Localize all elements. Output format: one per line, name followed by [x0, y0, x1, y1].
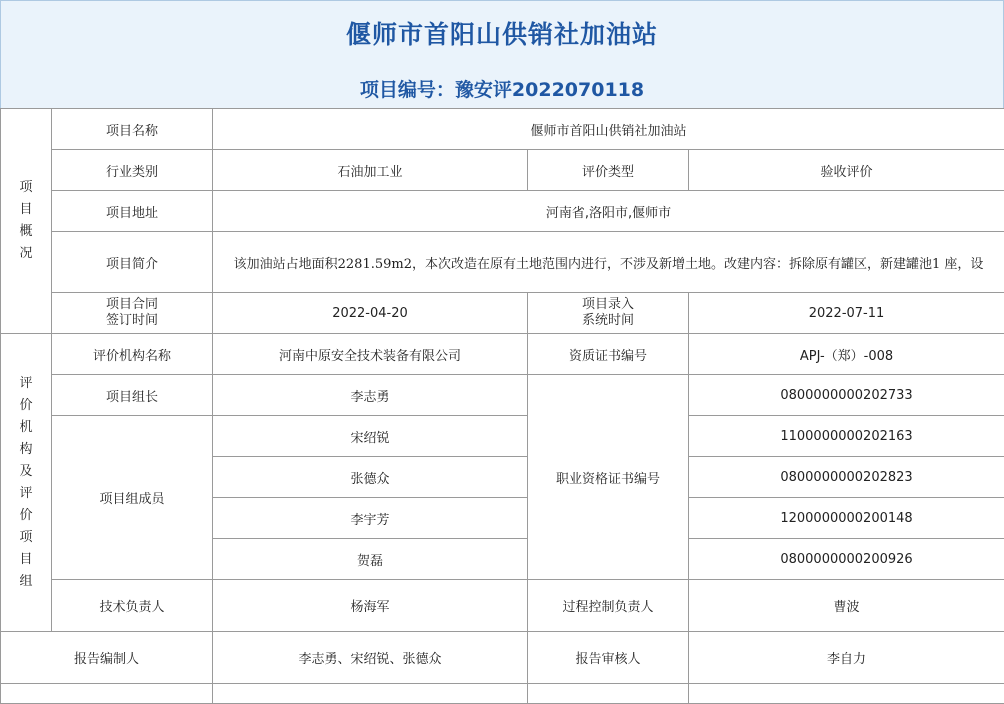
table-row — [1, 580, 1004, 632]
page-title: 偃师市首阳山供销社加油站 — [1, 15, 1003, 51]
member-name: 张德众 — [213, 457, 528, 498]
address-label: 项目地址 — [52, 191, 213, 232]
leader-name: 李志勇 — [213, 375, 528, 416]
empty-cell — [213, 684, 528, 704]
member-cert: 1100000000202163 — [689, 416, 1004, 457]
org-name-value: 河南中原安全技术装备有限公司 — [213, 334, 528, 375]
section-overview: 项目概况 — [1, 109, 52, 334]
table-row — [1, 191, 1004, 232]
member-name: 贺磊 — [213, 539, 528, 580]
entry-date-value: 2022-07-11 — [689, 293, 1004, 334]
process-label: 过程控制负责人 — [528, 580, 689, 632]
contract-date-label: 项目合同 签订时间 — [52, 293, 213, 334]
author-value: 李志勇、宋绍锐、张德众 — [213, 632, 528, 684]
member-cert: 1200000000200148 — [689, 498, 1004, 539]
intro-value: 该加油站占地面积2281.59m2，本次改造在原有土地范围内进行，不涉及新增土地。改建内容：拆除原有罐区，新建罐池1 座，设 — [213, 232, 1004, 293]
section-org: 评价机构及评价项目组 — [1, 334, 52, 632]
table-row — [1, 684, 1004, 704]
project-number — [1, 75, 1003, 102]
eval-type-label: 评价类型 — [528, 150, 689, 191]
intro-label: 项目简介 — [52, 232, 213, 293]
project-number-value: 豫安评2022070118 — [455, 79, 644, 101]
prof-cert-label: 职业资格证书编号 — [528, 375, 689, 580]
process-value: 曹波 — [689, 580, 1004, 632]
leader-cert: 0800000000202733 — [689, 375, 1004, 416]
contract-date-value: 2022-04-20 — [213, 293, 528, 334]
page-header — [0, 0, 1004, 109]
project-number-label: 项目编号： — [360, 79, 455, 101]
name-label: 项目名称 — [52, 109, 213, 150]
author-label: 报告编制人 — [1, 632, 213, 684]
table-row — [1, 232, 1004, 293]
empty-cell — [1, 684, 213, 704]
org-name-label: 评价机构名称 — [52, 334, 213, 375]
industry-label: 行业类别 — [52, 150, 213, 191]
tech-lead-value: 杨海军 — [213, 580, 528, 632]
tech-lead-label: 技术负责人 — [52, 580, 213, 632]
member-name: 宋绍锐 — [213, 416, 528, 457]
table-row — [1, 632, 1004, 684]
name-value: 偃师市首阳山供销社加油站 — [213, 109, 1004, 150]
cert-value: APJ-（郑）-008 — [689, 334, 1004, 375]
member-name: 李宇芳 — [213, 498, 528, 539]
members-label: 项目组成员 — [52, 416, 213, 580]
reviewer-value: 李自力 — [689, 632, 1004, 684]
member-cert: 0800000000200926 — [689, 539, 1004, 580]
table-row — [1, 293, 1004, 334]
reviewer-label: 报告审核人 — [528, 632, 689, 684]
table-row — [1, 334, 1004, 375]
eval-type-value: 验收评价 — [689, 150, 1004, 191]
entry-date-label: 项目录入 系统时间 — [528, 293, 689, 334]
cert-label: 资质证书编号 — [528, 334, 689, 375]
industry-value: 石油加工业 — [213, 150, 528, 191]
table-row — [1, 416, 1004, 457]
address-value: 河南省,洛阳市,偃师市 — [213, 191, 1004, 232]
project-info-table — [0, 108, 1004, 704]
table-row — [1, 150, 1004, 191]
table-row — [1, 109, 1004, 150]
empty-cell — [689, 684, 1004, 704]
leader-label: 项目组长 — [52, 375, 213, 416]
member-cert: 0800000000202823 — [689, 457, 1004, 498]
table-row — [1, 375, 1004, 416]
empty-cell — [528, 684, 689, 704]
